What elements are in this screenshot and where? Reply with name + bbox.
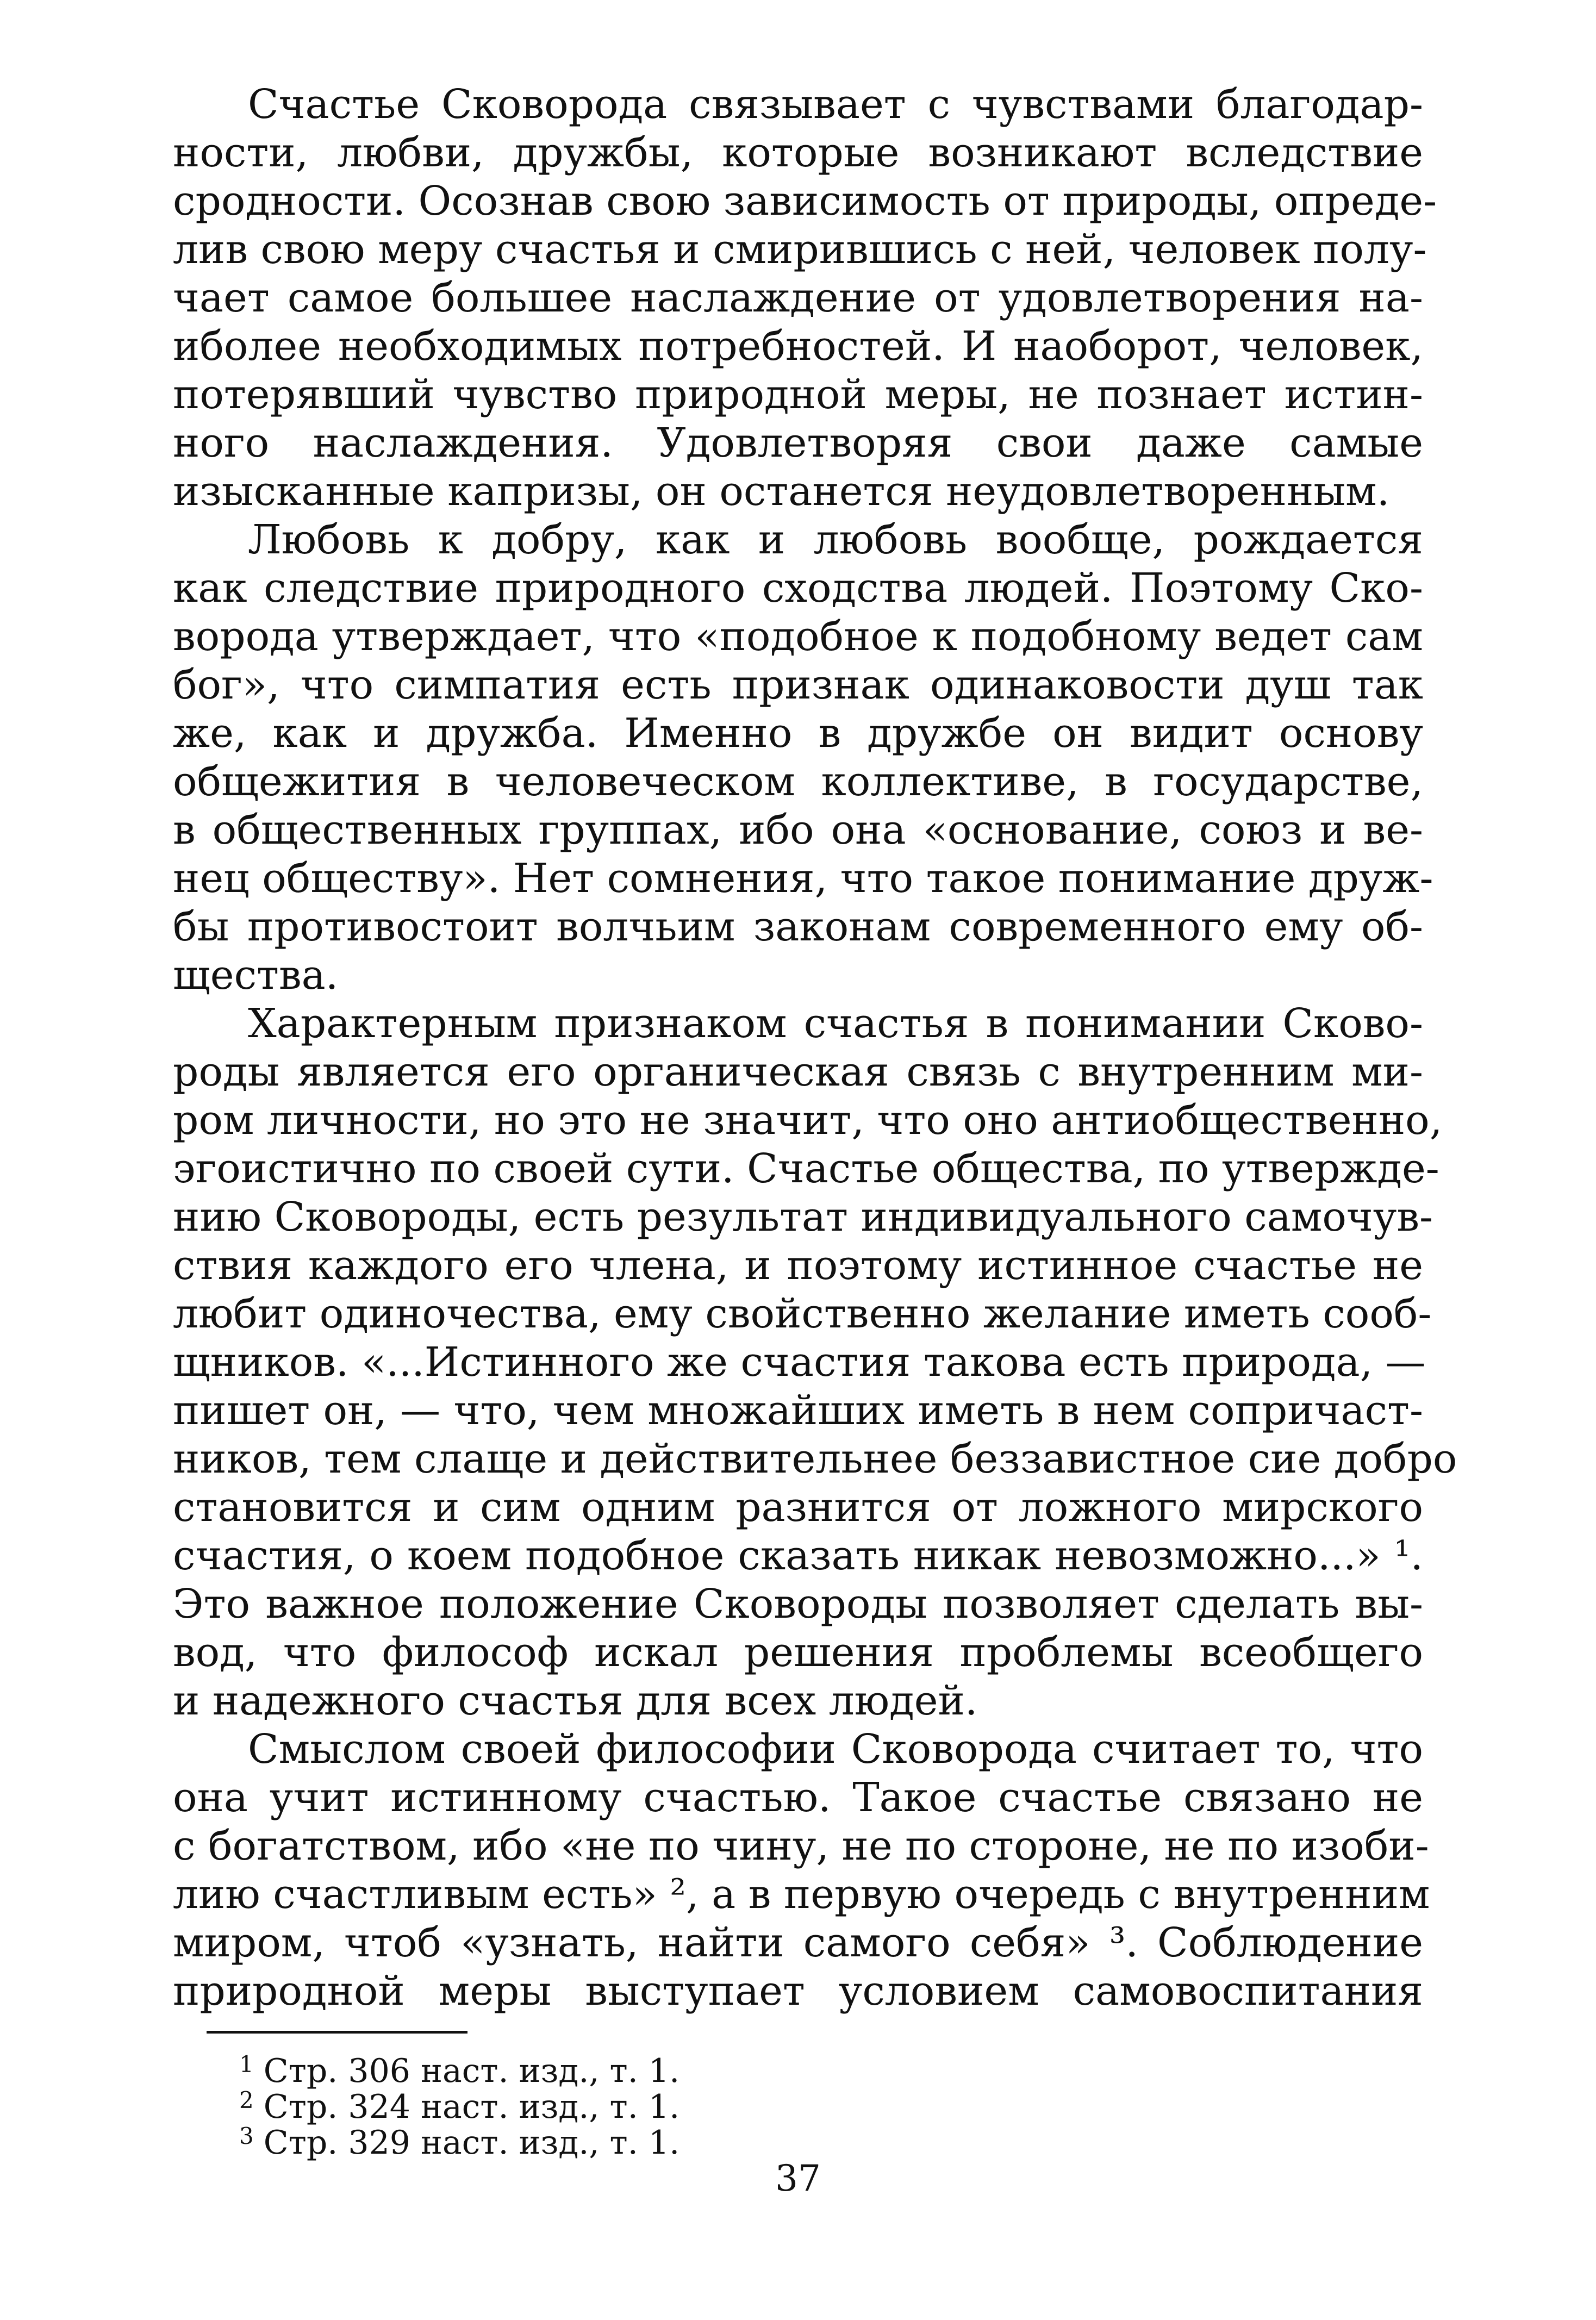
- paragraph: [173, 1000, 1457, 1725]
- text-line: нию Сковороды, есть результат индивидуального самочув-: [173, 1194, 1433, 1240]
- footnote-number: 2: [239, 2087, 254, 2113]
- text-line: вод, что философ искал решения проблемы всеобщего: [173, 1629, 1423, 1676]
- text-line: бог», что симпатия есть признак одинаковости душ так: [173, 662, 1423, 708]
- footnote-number: 1: [239, 2051, 254, 2078]
- text-line: роды является его органическая связь с внутренним ми-: [173, 1049, 1423, 1095]
- text-line: пишет он, — что, чем множайших иметь в нем сопричаст-: [173, 1387, 1423, 1434]
- text-line: иболее необходимых потребностей. И наоборот, человек,: [173, 323, 1423, 370]
- page-number: 37: [775, 2157, 821, 2199]
- footnote-text: Стр. 306 наст. изд., т. 1.: [263, 2052, 680, 2090]
- text-line: миром, чтоб «узнать, найти самого себя» ³. Соблюдение: [173, 1919, 1423, 1966]
- text-line: природной меры выступает условием самовоспитания: [173, 1968, 1423, 2015]
- footnotes: [239, 2047, 891, 2162]
- text-line: ствия каждого его члена, и поэтому истинное счастье не: [173, 1242, 1423, 1289]
- footnote: [239, 2118, 891, 2162]
- footnote-number: 3: [239, 2123, 254, 2149]
- text-line: ности, любви, дружбы, которые возникают вследствие: [173, 129, 1423, 176]
- paragraph: [173, 1725, 1430, 2016]
- text-line: Смыслом своей философии Сковорода считает то, что: [248, 1726, 1423, 1773]
- text-line: и надежного счастья для всех людей.: [173, 1677, 978, 1724]
- text-line: чает самое большее наслаждение от удовлетворения на-: [173, 275, 1423, 321]
- text-line: ного наслаждения. Удовлетворяя свои даже самые: [173, 420, 1423, 466]
- text-line: же, как и дружба. Именно в дружбе он видит основу: [173, 710, 1423, 757]
- text-line: Это важное положение Сковороды позволяет сделать вы-: [173, 1581, 1423, 1627]
- text-line: любит одиночества, ему свойственно желание иметь сооб-: [173, 1290, 1432, 1337]
- paragraph: [173, 80, 1437, 516]
- text-line: изысканные капризы, он останется неудовлетворенным.: [173, 468, 1390, 515]
- footnote-text: Стр. 329 наст. изд., т. 1.: [263, 2124, 680, 2162]
- text-line: с богатством, ибо «не по чину, не по стороне, не по изоби-: [173, 1823, 1429, 1869]
- text-line: она учит истинному счастью. Такое счастье связано не: [173, 1774, 1423, 1821]
- paragraph: [173, 516, 1433, 1000]
- text-line: как следствие природного сходства людей. Поэтому Ско-: [173, 565, 1423, 612]
- main-text: [173, 80, 1457, 2016]
- footnote-text: Стр. 324 наст. изд., т. 1.: [263, 2088, 680, 2126]
- text-line: ников, тем слаще и действительнее беззавистное сие добро: [173, 1436, 1457, 1482]
- text-line: нец обществу». Нет сомнения, что такое понимание друж-: [173, 855, 1433, 902]
- text-line: лию счастливым есть» ², а в первую очередь с внутренним: [173, 1871, 1430, 1918]
- text-line: эгоистично по своей сути. Счастье общества, по утвержде-: [173, 1145, 1439, 1192]
- text-line: потерявший чувство природной меры, не познает истин-: [173, 371, 1423, 418]
- footnote: [239, 2082, 891, 2126]
- text-line: счастия, о коем подобное сказать никак невозможно...» ¹.: [173, 1532, 1423, 1579]
- footnote-divider: [207, 2031, 467, 2034]
- footnote: [239, 2047, 891, 2090]
- text-line: Любовь к добру, как и любовь вообще, рождается: [248, 516, 1423, 563]
- text-line: ворода утверждает, что «подобное к подобному ведет сам: [173, 613, 1423, 660]
- text-line: щников. «...Истинного же счастия такова есть природа, —: [173, 1339, 1426, 1386]
- text-line: в общественных группах, ибо она «основание, союз и ве-: [173, 807, 1423, 853]
- text-line: ром личности, но это не значит, что оно антиобщественно,: [173, 1097, 1443, 1144]
- text-line: Счастье Сковорода связывает с чувствами благодар-: [248, 81, 1423, 128]
- text-line: Характерным признаком счастья в понимании Сково-: [248, 1000, 1423, 1047]
- text-line: бы противостоит волчьим законам современного ему об-: [173, 903, 1423, 950]
- text-line: сродности. Осознав свою зависимость от природы, опреде-: [173, 178, 1437, 224]
- text-line: становится и сим одним разнится от ложного мирского: [173, 1484, 1423, 1531]
- text-line: лив свою меру счастья и смирившись с ней, человек полу-: [173, 226, 1427, 273]
- text-line: щества.: [173, 952, 339, 999]
- text-line: общежития в человеческом коллективе, в государстве,: [173, 758, 1423, 805]
